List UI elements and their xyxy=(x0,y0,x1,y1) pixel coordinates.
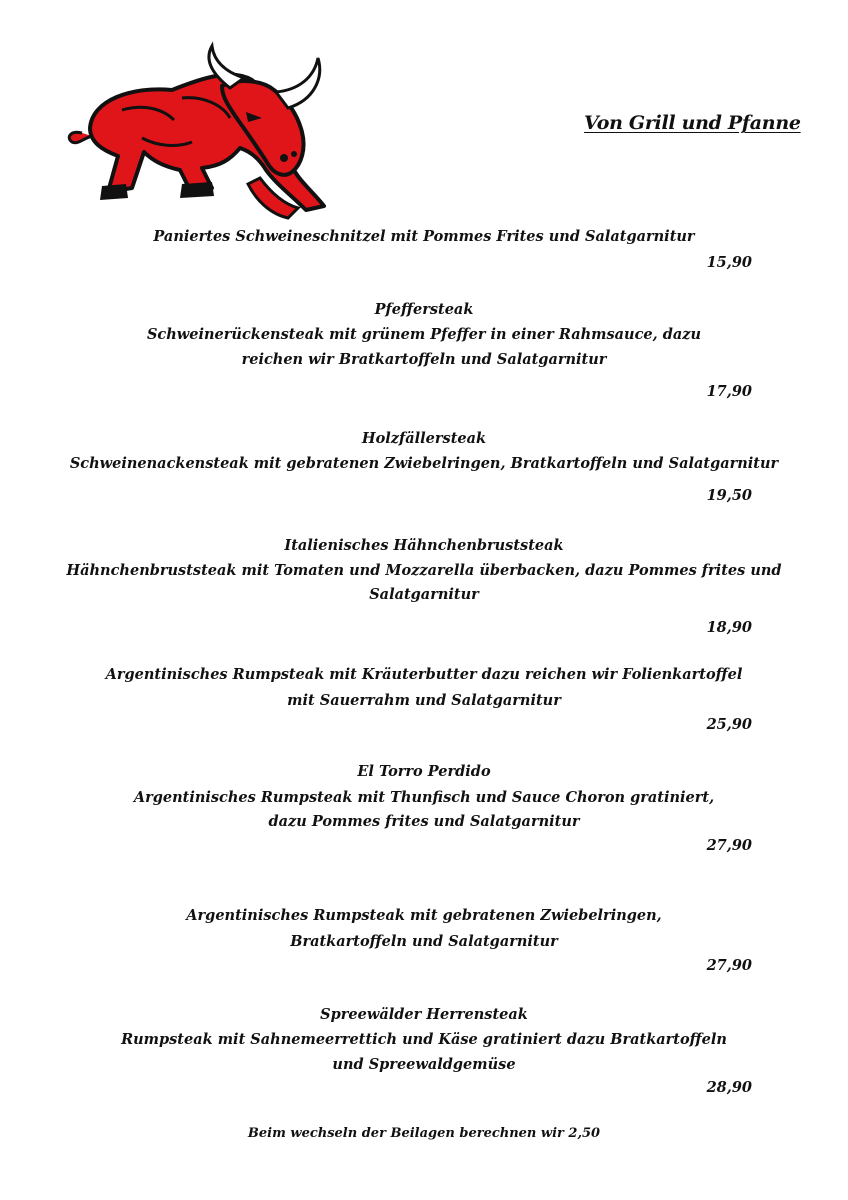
item-name: Holzfällersteak xyxy=(361,430,487,447)
item-description: Hähnchenbruststeak mit Tomaten und Mozzarella überbacken, dazu Pommes frites und xyxy=(66,562,782,579)
item-description: Salatgarnitur xyxy=(369,586,479,603)
item-description: dazu Pommes frites und Salatgarnitur xyxy=(268,813,580,830)
item-name: El Torro Perdido xyxy=(357,763,491,780)
item-price: 19,50 xyxy=(706,487,752,504)
item-description: reichen wir Bratkartoffeln und Salatgarnitur xyxy=(241,351,607,368)
item-description: und Spreewaldgemüse xyxy=(332,1056,516,1073)
side-dish-surcharge-note: Beim wechseln der Beilagen berechnen wir 2,50 xyxy=(247,1126,601,1141)
item-price: 25,90 xyxy=(706,716,752,733)
item-price: 15,90 xyxy=(706,254,752,271)
item-price: 27,90 xyxy=(706,957,752,974)
item-description: mit Sauerrahm und Salatgarnitur xyxy=(287,692,561,709)
item-price: 28,90 xyxy=(706,1079,752,1096)
item-name: Spreewälder Herrensteak xyxy=(320,1006,528,1023)
section-title: Von Grill und Pfanne xyxy=(584,112,801,134)
item-price: 27,90 xyxy=(706,837,752,854)
item-name: Pfeffersteak xyxy=(374,301,474,318)
item-name: Argentinisches Rumpsteak mit gebratenen Zwiebelringen, xyxy=(186,907,662,924)
item-price: 18,90 xyxy=(706,619,752,636)
item-name: Italienisches Hähnchenbruststeak xyxy=(284,537,564,554)
item-description: Argentinisches Rumpsteak mit Thunfisch und Sauce Choron gratiniert, xyxy=(133,789,715,806)
item-description: Schweinenackensteak mit gebratenen Zwiebelringen, Bratkartoffeln und Salatgarnitur xyxy=(69,455,779,472)
item-description: Bratkartoffeln und Salatgarnitur xyxy=(290,933,558,950)
item-description: Rumpsteak mit Sahnemeerrettich und Käse gratiniert dazu Bratkartoffeln xyxy=(121,1031,727,1048)
item-price: 17,90 xyxy=(706,383,752,400)
item-name: Paniertes Schweineschnitzel mit Pommes Frites und Salatgarnitur xyxy=(153,228,695,245)
bull-logo-icon xyxy=(62,38,342,223)
item-name: Argentinisches Rumpsteak mit Kräuterbutter dazu reichen wir Folienkartoffel xyxy=(105,666,743,683)
item-description: Schweinerückensteak mit grünem Pfeffer in einer Rahmsauce, dazu xyxy=(146,326,702,343)
